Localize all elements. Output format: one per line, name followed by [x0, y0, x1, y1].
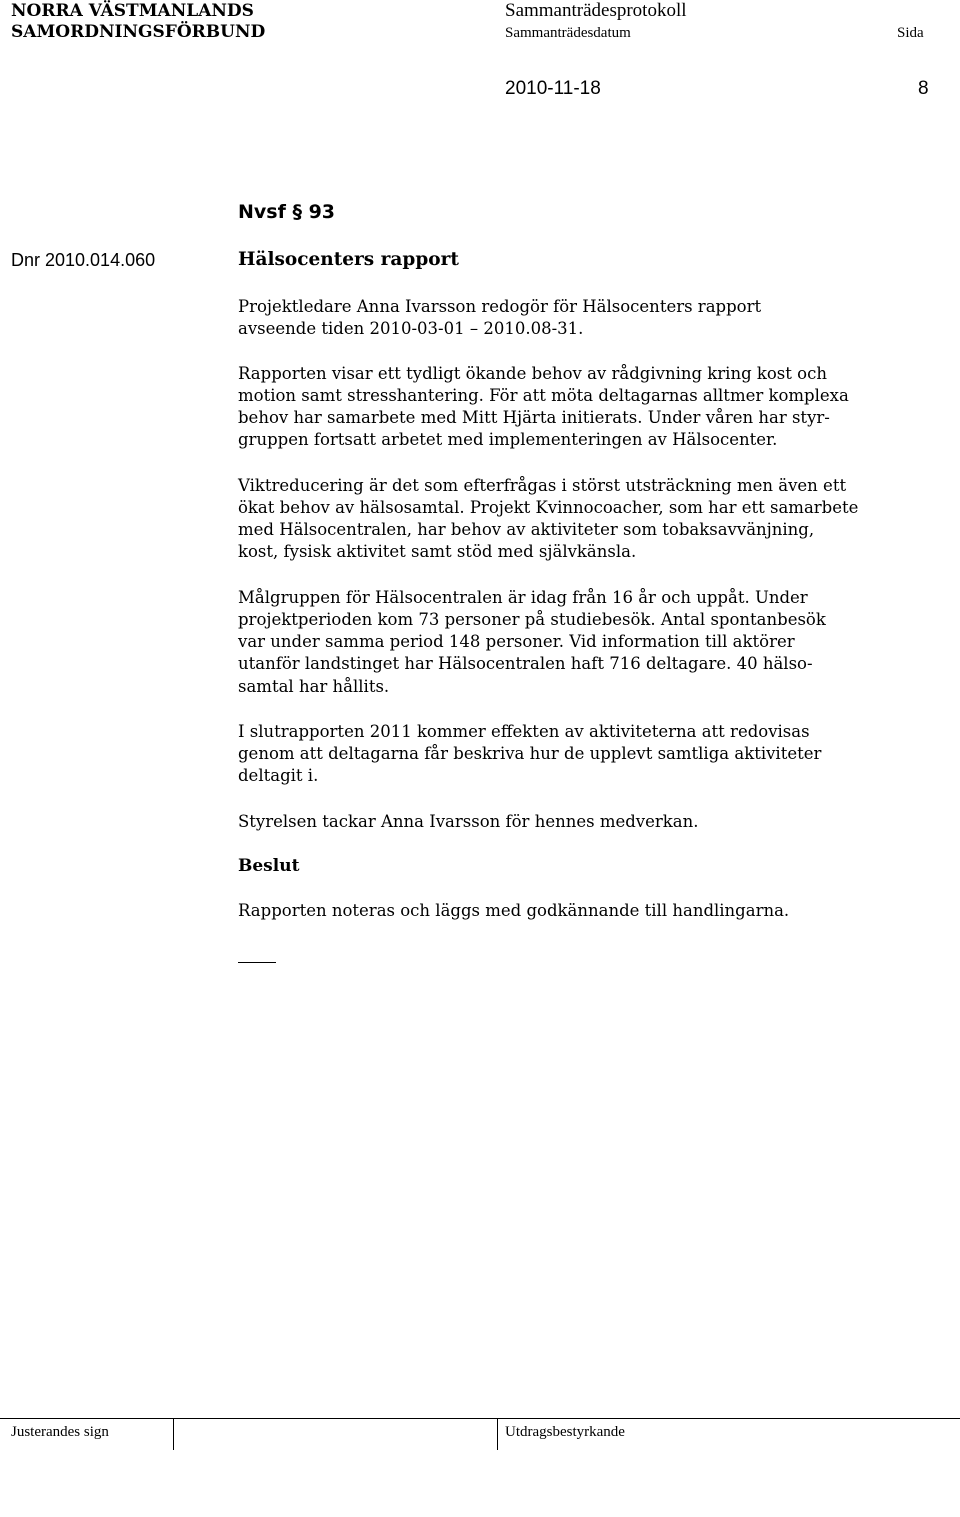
- footer-top-rule: [0, 1418, 960, 1419]
- footer-justerandes-sign: Justerandes sign: [11, 1424, 109, 1440]
- org-name-line1: NORRA VÄSTMANLANDS: [11, 1, 254, 21]
- decision-text: Rapporten noteras och läggs med godkännande till handlingarna.: [238, 901, 790, 920]
- paragraph-line: gruppen fortsatt arbetet med implementeringen av Hälsocenter.: [238, 430, 778, 449]
- paragraph-line: med Hälsocentralen, har behov av aktiviteter som tobaksavvänjning,: [238, 520, 815, 539]
- paragraph-line: projektperioden kom 73 personer på studiebesök. Antal spontanbesök: [238, 610, 826, 629]
- paragraph-line: kost, fysisk aktivitet samt stöd med självkänsla.: [238, 542, 637, 561]
- paragraph-line: Projektledare Anna Ivarsson redogör för Hälsocenters rapport: [238, 297, 762, 316]
- paragraph-line: Viktreducering är det som efterfrågas i störst utsträckning men även ett: [238, 476, 847, 495]
- paragraph-line: samtal har hållits.: [238, 677, 390, 696]
- paragraph-line: deltagit i.: [238, 766, 319, 785]
- paragraph-line: genom att deltagarna får beskriva hur de upplevt samtliga aktiviteter: [238, 744, 822, 763]
- page-number: 8: [918, 78, 929, 99]
- date-label: Sammanträdesdatum: [505, 25, 631, 41]
- decision-heading: Beslut: [238, 856, 300, 876]
- page-label: Sida: [897, 25, 924, 41]
- paragraph-line: utanför landstinget har Hälsocentralen haft 716 deltagare. 40 hälso-: [238, 654, 813, 673]
- paragraph-line: motion samt stresshantering. För att möta deltagarnas alltmer komplexa: [238, 386, 849, 405]
- org-name-line2: SAMORDNINGSFÖRBUND: [11, 22, 266, 42]
- section-title: Hälsocenters rapport: [238, 249, 459, 270]
- closing-rule: [238, 962, 276, 963]
- section-number: Nvsf § 93: [238, 201, 336, 223]
- doc-type: Sammanträdesprotokoll: [505, 0, 687, 21]
- diary-number: Dnr 2010.014.060: [11, 250, 156, 270]
- paragraph-line: behov har samarbete med Mitt Hjärta initierats. Under våren har styr-: [238, 408, 830, 427]
- footer-divider: [173, 1418, 174, 1450]
- footer-utdragsbestyrkande: Utdragsbestyrkande: [505, 1424, 625, 1440]
- paragraph-line: ökat behov av hälsosamtal. Projekt Kvinnocoacher, som har ett samarbete: [238, 498, 859, 517]
- footer-divider: [497, 1418, 498, 1450]
- paragraph-line: avseende tiden 2010-03-01 – 2010.08-31.: [238, 319, 584, 338]
- paragraph-line: var under samma period 148 personer. Vid information till aktörer: [238, 632, 795, 651]
- paragraph-line: I slutrapporten 2011 kommer effekten av aktiviteterna att redovisas: [238, 722, 810, 741]
- paragraph-line: Rapporten visar ett tydligt ökande behov av rådgivning kring kost och: [238, 364, 827, 383]
- meeting-date: 2010-11-18: [505, 78, 601, 99]
- paragraph-line: Styrelsen tackar Anna Ivarsson för hennes medverkan.: [238, 812, 699, 831]
- paragraph-line: Målgruppen för Hälsocentralen är idag från 16 år och uppåt. Under: [238, 588, 808, 607]
